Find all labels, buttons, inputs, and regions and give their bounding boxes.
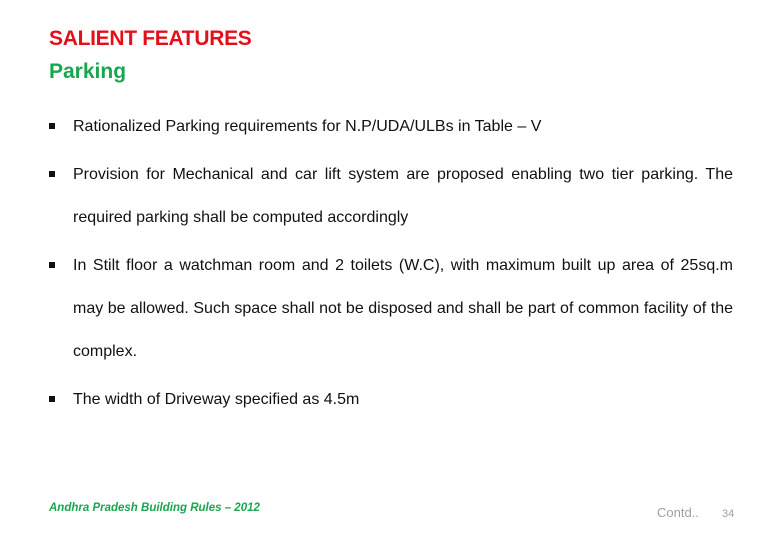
slide-title: SALIENT FEATURES bbox=[49, 27, 252, 50]
bullet-list bbox=[49, 105, 733, 426]
footer-source: Andhra Pradesh Building Rules – 2012 bbox=[49, 502, 260, 514]
bullet-text: The width of Driveway specified as 4.5m bbox=[73, 391, 360, 408]
slide-subtitle: Parking bbox=[49, 60, 127, 83]
bullet-text: Provision for Mechanical and car lift system are proposed enabling two tier parking. The required parking shall be computed accordingly bbox=[73, 166, 733, 226]
bullet-text: Rationalized Parking requirements for N.P/UDA/ULBs in Table – V bbox=[73, 118, 542, 135]
continued-label: Contd.. bbox=[657, 505, 699, 520]
bullet-item bbox=[49, 244, 733, 373]
bullet-item bbox=[49, 378, 733, 421]
bullet-icon bbox=[49, 262, 55, 268]
bullet-item bbox=[49, 105, 733, 148]
bullet-text: In Stilt floor a watchman room and 2 toilets (W.C), with maximum built up area of 25sq.m may be allowed. Such space shall not be disposed and shall be part of common facility of the complex. bbox=[73, 257, 733, 360]
bullet-icon bbox=[49, 396, 55, 402]
bullet-item bbox=[49, 153, 733, 239]
page-number: 34 bbox=[722, 508, 735, 520]
bullet-icon bbox=[49, 171, 55, 177]
bullet-icon bbox=[49, 123, 55, 129]
